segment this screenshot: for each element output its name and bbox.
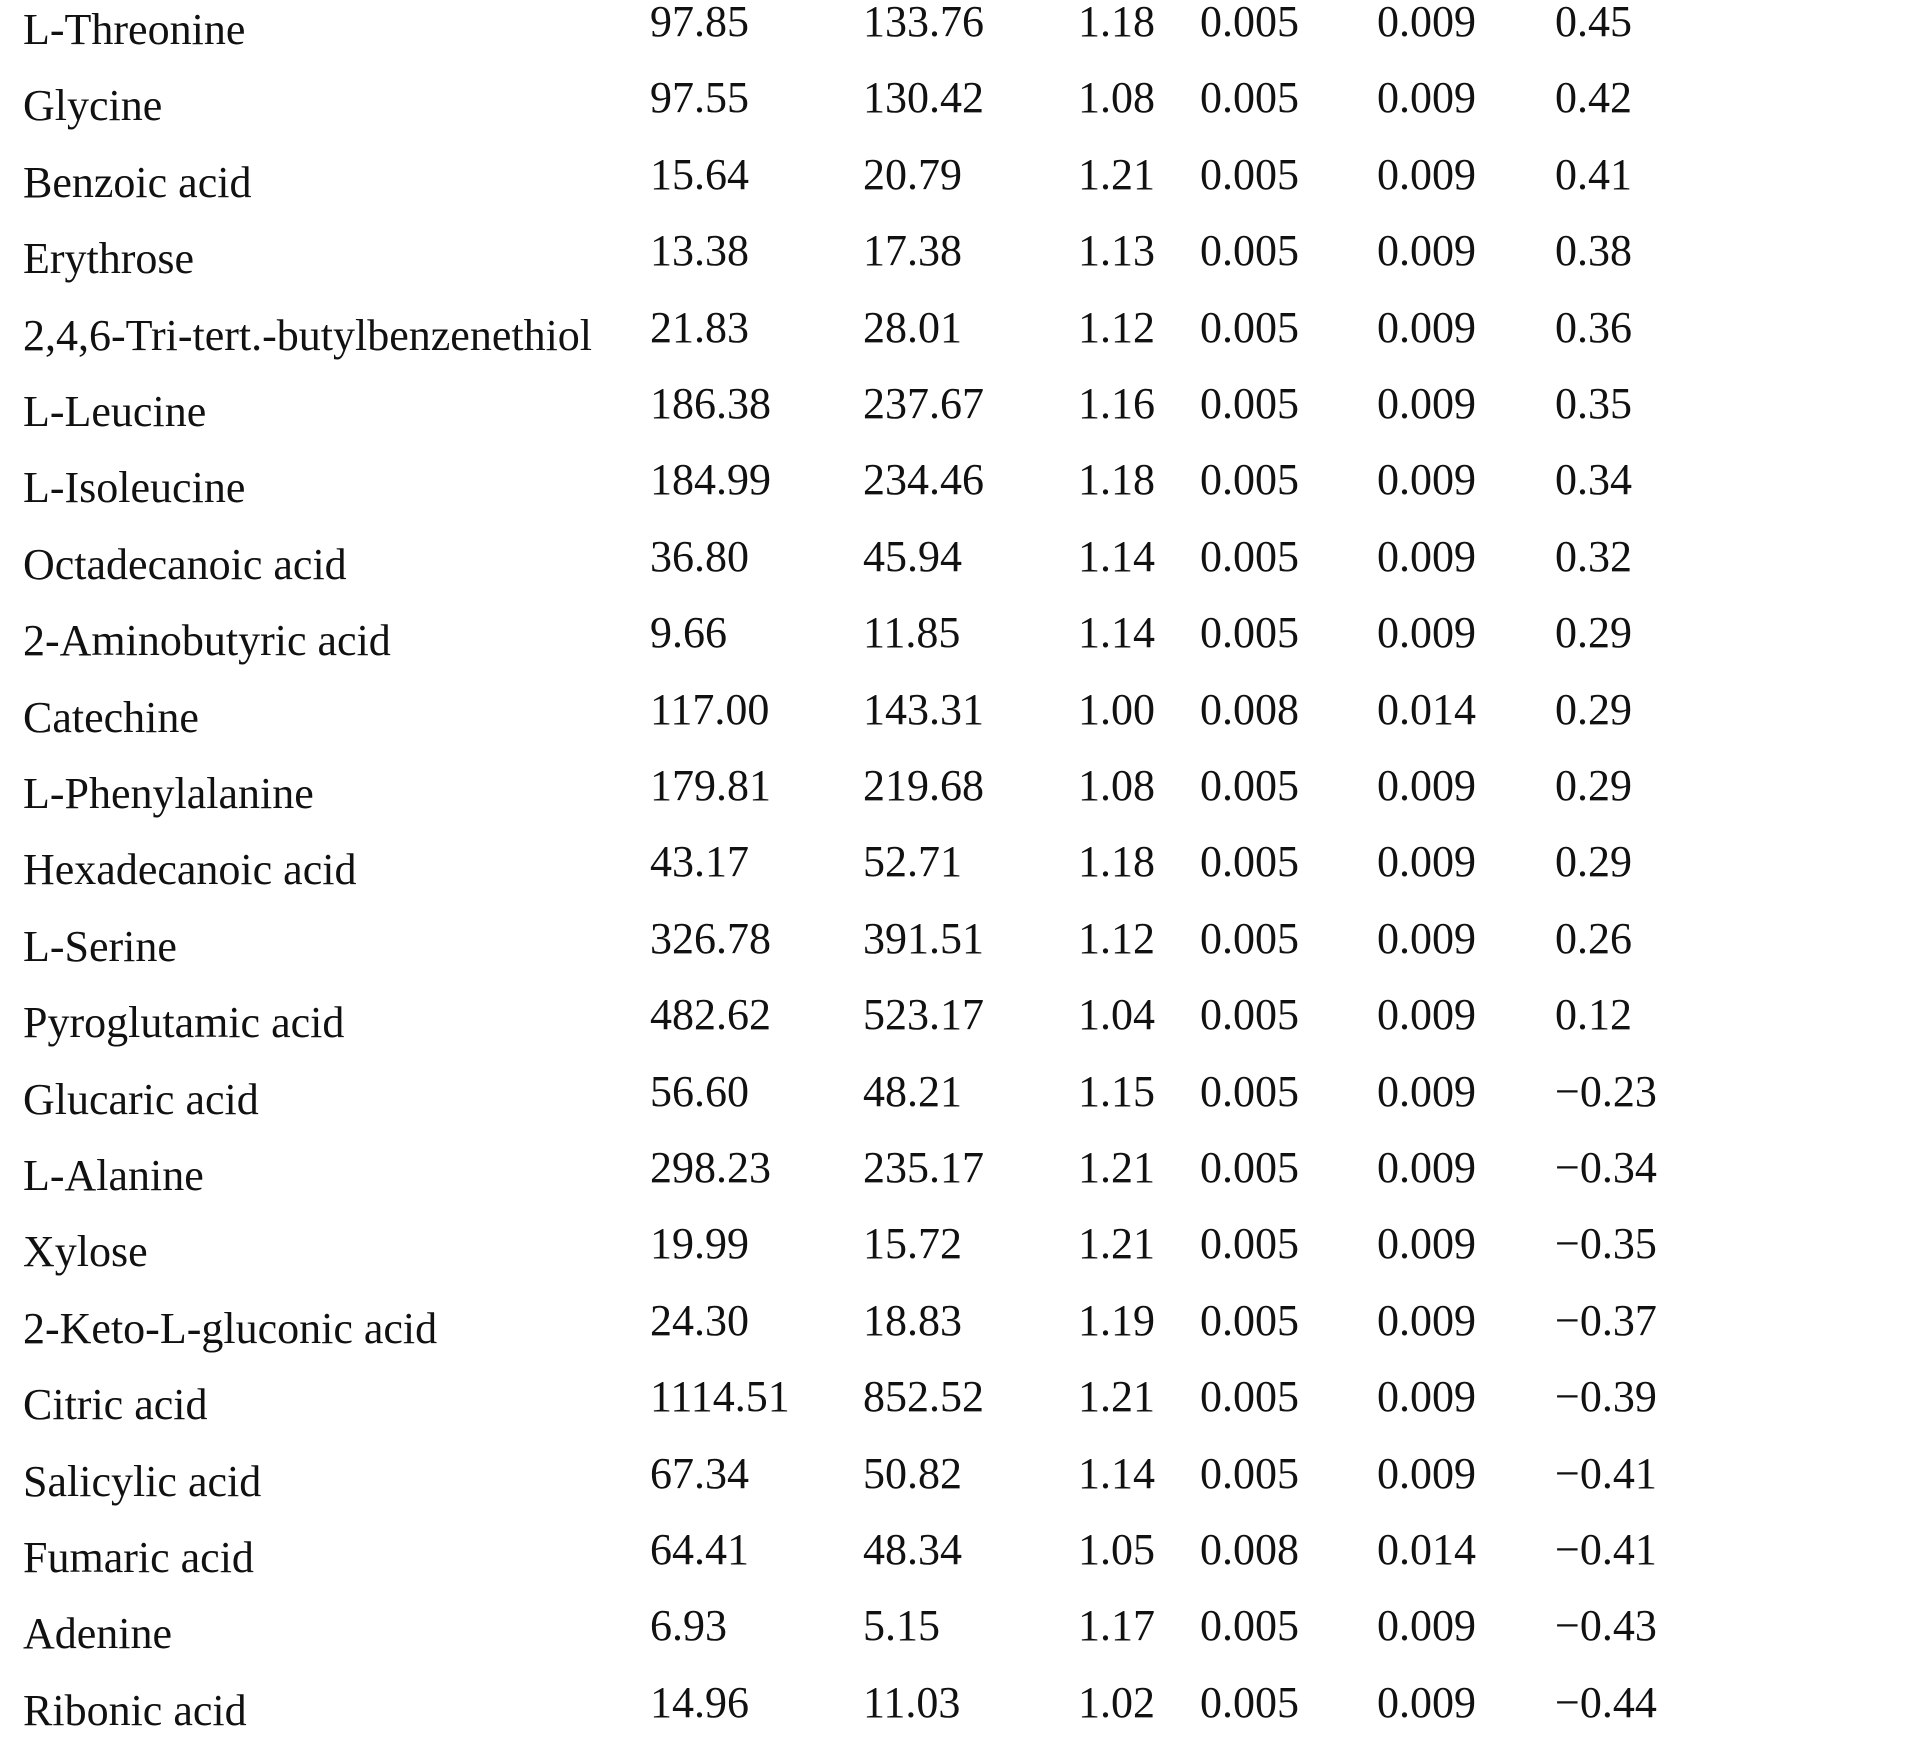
compound-name: 2-Keto-L-gluconic acid	[23, 1303, 438, 1353]
compound-name: Erythrose	[23, 234, 195, 284]
value-col-4: 0.005	[1200, 379, 1299, 428]
value-col-6: 0.35	[1555, 379, 1632, 428]
table-row	[0, 1601, 1929, 1680]
value-col-2: 50.82	[863, 1448, 962, 1498]
value-col-4: 0.005	[1200, 302, 1299, 352]
value-col-6: 0.41	[1555, 149, 1632, 199]
compound-name: L-Serine	[23, 921, 177, 971]
table-row	[0, 1219, 1929, 1298]
compound-name: L-Phenylalanine	[23, 769, 314, 818]
value-col-4: 0.005	[1200, 455, 1299, 505]
value-col-5: 0.009	[1377, 1219, 1476, 1269]
value-col-6: 0.29	[1555, 761, 1632, 810]
value-col-5: 0.009	[1377, 837, 1476, 887]
value-col-5: 0.009	[1377, 1066, 1476, 1116]
value-col-5: 0.009	[1377, 531, 1476, 581]
value-col-1: 14.96	[650, 1677, 749, 1727]
value-col-6: −0.43	[1555, 1601, 1657, 1651]
value-col-4: 0.008	[1200, 684, 1299, 734]
compound-name: Adenine	[23, 1609, 173, 1659]
value-col-1: 186.38	[650, 379, 771, 428]
table-row	[0, 226, 1929, 305]
value-col-3: 1.19	[1078, 1295, 1155, 1345]
value-col-2: 234.46	[863, 455, 984, 505]
value-col-4: 0.005	[1200, 1601, 1299, 1651]
value-col-4: 0.005	[1200, 1448, 1299, 1498]
value-col-6: −0.23	[1555, 1066, 1657, 1116]
value-col-2: 130.42	[863, 73, 984, 123]
value-col-5: 0.014	[1377, 1525, 1476, 1574]
table-row	[0, 1525, 1929, 1604]
value-col-6: 0.29	[1555, 684, 1632, 734]
value-col-1: 36.80	[650, 531, 749, 581]
value-col-1: 56.60	[650, 1066, 749, 1116]
compound-name: 2-Aminobutyric acid	[23, 616, 391, 666]
value-col-3: 1.21	[1078, 1219, 1155, 1269]
compound-name: Glucaric acid	[23, 1074, 259, 1124]
value-col-1: 482.62	[650, 990, 771, 1040]
value-col-2: 11.03	[863, 1677, 961, 1727]
value-col-1: 184.99	[650, 455, 771, 505]
value-col-3: 1.17	[1078, 1601, 1155, 1651]
value-col-3: 1.05	[1078, 1525, 1155, 1574]
value-col-1: 97.85	[650, 0, 749, 46]
value-col-4: 0.005	[1200, 837, 1299, 887]
table-row	[0, 837, 1929, 916]
value-col-2: 15.72	[863, 1219, 962, 1269]
value-col-2: 852.52	[863, 1372, 984, 1422]
value-col-4: 0.005	[1200, 1143, 1299, 1192]
value-col-3: 1.14	[1078, 531, 1155, 581]
value-col-4: 0.005	[1200, 1372, 1299, 1422]
table-row	[0, 913, 1929, 993]
compound-name: Catechine	[23, 692, 199, 742]
table-row	[0, 684, 1929, 764]
value-col-6: 0.29	[1555, 608, 1632, 658]
value-col-4: 0.005	[1200, 531, 1299, 581]
value-col-6: 0.38	[1555, 226, 1632, 276]
table-row	[0, 73, 1929, 152]
value-col-6: 0.32	[1555, 531, 1632, 581]
value-col-3: 1.13	[1078, 226, 1155, 276]
value-col-3: 1.14	[1078, 1448, 1155, 1498]
compound-name: Citric acid	[23, 1380, 208, 1430]
value-col-5: 0.009	[1377, 1295, 1476, 1345]
value-col-5: 0.009	[1377, 0, 1476, 46]
value-col-1: 15.64	[650, 149, 749, 199]
value-col-1: 64.41	[650, 1525, 749, 1574]
value-col-3: 1.18	[1078, 837, 1155, 887]
value-col-3: 1.02	[1078, 1677, 1155, 1727]
compound-name: L-Isoleucine	[23, 463, 246, 513]
value-col-1: 67.34	[650, 1448, 749, 1498]
value-col-2: 391.51	[863, 913, 984, 963]
value-col-6: 0.45	[1555, 0, 1632, 46]
value-col-1: 24.30	[650, 1295, 749, 1345]
value-col-6: 0.26	[1555, 913, 1632, 963]
value-col-4: 0.005	[1200, 1066, 1299, 1116]
value-col-3: 1.12	[1078, 302, 1155, 352]
value-col-1: 97.55	[650, 73, 749, 123]
value-col-2: 52.71	[863, 837, 962, 887]
value-col-6: 0.12	[1555, 990, 1632, 1040]
value-col-3: 1.08	[1078, 73, 1155, 123]
value-col-4: 0.005	[1200, 226, 1299, 276]
value-col-5: 0.009	[1377, 149, 1476, 199]
compound-name: Benzoic acid	[23, 157, 252, 207]
value-col-2: 143.31	[863, 684, 984, 734]
value-col-5: 0.009	[1377, 608, 1476, 658]
value-col-6: 0.29	[1555, 837, 1632, 887]
value-col-1: 9.66	[650, 608, 727, 658]
value-col-3: 1.00	[1078, 684, 1155, 734]
compound-name: L-Alanine	[23, 1151, 204, 1200]
table-row	[0, 1448, 1929, 1528]
value-col-4: 0.005	[1200, 1219, 1299, 1269]
value-col-4: 0.005	[1200, 1295, 1299, 1345]
table-row	[0, 990, 1929, 1069]
table-row	[0, 531, 1929, 611]
value-col-1: 13.38	[650, 226, 749, 276]
value-col-4: 0.005	[1200, 761, 1299, 810]
value-col-1: 117.00	[650, 684, 770, 734]
value-col-6: 0.36	[1555, 302, 1632, 352]
compound-name: 2,4,6-Tri-tert.-butylbenzenethiol	[23, 310, 593, 360]
value-col-2: 219.68	[863, 761, 984, 810]
value-col-6: −0.35	[1555, 1219, 1657, 1269]
value-col-4: 0.005	[1200, 1677, 1299, 1727]
value-col-4: 0.005	[1200, 990, 1299, 1040]
value-col-5: 0.009	[1377, 1448, 1476, 1498]
value-col-2: 48.21	[863, 1066, 962, 1116]
compound-name: Pyroglutamic acid	[23, 998, 345, 1048]
value-col-4: 0.005	[1200, 608, 1299, 658]
value-col-5: 0.009	[1377, 379, 1476, 428]
table-row	[0, 1677, 1929, 1757]
value-col-6: 0.34	[1555, 455, 1632, 505]
table-row	[0, 608, 1929, 687]
value-col-1: 6.93	[650, 1601, 727, 1651]
value-col-5: 0.009	[1377, 73, 1476, 123]
value-col-4: 0.005	[1200, 149, 1299, 199]
value-col-2: 11.85	[863, 608, 961, 658]
table-row	[0, 455, 1929, 534]
value-col-3: 1.21	[1078, 149, 1155, 199]
value-col-4: 0.005	[1200, 73, 1299, 123]
value-col-2: 17.38	[863, 226, 962, 276]
value-col-5: 0.009	[1377, 1677, 1476, 1727]
value-col-5: 0.009	[1377, 302, 1476, 352]
value-col-6: −0.44	[1555, 1677, 1657, 1727]
value-col-2: 133.76	[863, 0, 984, 46]
table-row	[0, 1066, 1929, 1146]
value-col-5: 0.009	[1377, 990, 1476, 1040]
value-col-6: 0.42	[1555, 73, 1632, 123]
value-col-2: 28.01	[863, 302, 962, 352]
value-col-6: −0.41	[1555, 1448, 1657, 1498]
value-col-3: 1.04	[1078, 990, 1155, 1040]
compound-name: Fumaric acid	[23, 1533, 254, 1582]
value-col-3: 1.08	[1078, 761, 1155, 810]
value-col-2: 235.17	[863, 1143, 984, 1192]
value-col-4: 0.008	[1200, 1525, 1299, 1574]
table-row	[0, 761, 1929, 840]
value-col-3: 1.12	[1078, 913, 1155, 963]
value-col-5: 0.009	[1377, 455, 1476, 505]
value-col-6: −0.39	[1555, 1372, 1657, 1422]
value-col-1: 43.17	[650, 837, 749, 887]
value-col-3: 1.18	[1078, 455, 1155, 505]
value-col-1: 21.83	[650, 302, 749, 352]
value-col-6: −0.41	[1555, 1525, 1657, 1574]
value-col-1: 298.23	[650, 1143, 771, 1192]
value-col-6: −0.37	[1555, 1295, 1657, 1345]
value-col-4: 0.005	[1200, 913, 1299, 963]
value-col-3: 1.18	[1078, 0, 1155, 46]
table-row	[0, 1143, 1929, 1222]
value-col-3: 1.21	[1078, 1143, 1155, 1192]
value-col-4: 0.005	[1200, 0, 1299, 46]
value-col-2: 237.67	[863, 379, 984, 428]
value-col-2: 48.34	[863, 1525, 962, 1574]
table-row	[0, 379, 1929, 458]
value-col-5: 0.009	[1377, 761, 1476, 810]
table-row	[0, 149, 1929, 229]
compound-name: Xylose	[23, 1227, 148, 1277]
value-col-5: 0.009	[1377, 226, 1476, 276]
value-col-5: 0.009	[1377, 1143, 1476, 1192]
compound-name: Octadecanoic acid	[23, 539, 347, 589]
value-col-2: 20.79	[863, 149, 962, 199]
value-col-5: 0.009	[1377, 1601, 1476, 1651]
value-col-1: 19.99	[650, 1219, 749, 1269]
value-col-1: 1114.51	[650, 1372, 790, 1422]
value-col-2: 18.83	[863, 1295, 962, 1345]
table-row	[0, 0, 1929, 76]
value-col-6: −0.34	[1555, 1143, 1657, 1192]
compound-name: Glycine	[23, 81, 163, 131]
table-row	[0, 302, 1929, 382]
value-col-2: 45.94	[863, 531, 962, 581]
table-row	[0, 1295, 1929, 1375]
compound-name: L-Leucine	[23, 387, 207, 436]
table-row	[0, 1372, 1929, 1451]
value-col-5: 0.014	[1377, 684, 1476, 734]
value-col-3: 1.14	[1078, 608, 1155, 658]
compound-name: Hexadecanoic acid	[23, 845, 357, 895]
value-col-1: 326.78	[650, 913, 771, 963]
value-col-2: 5.15	[863, 1601, 940, 1651]
compound-name: L-Threonine	[23, 5, 246, 54]
value-col-3: 1.16	[1078, 379, 1155, 428]
value-col-2: 523.17	[863, 990, 984, 1040]
value-col-3: 1.15	[1078, 1066, 1155, 1116]
value-col-5: 0.009	[1377, 1372, 1476, 1422]
value-col-1: 179.81	[650, 761, 771, 810]
value-col-5: 0.009	[1377, 913, 1476, 963]
compound-name: Ribonic acid	[23, 1685, 247, 1735]
compound-name: Salicylic acid	[23, 1456, 262, 1506]
value-col-3: 1.21	[1078, 1372, 1155, 1422]
